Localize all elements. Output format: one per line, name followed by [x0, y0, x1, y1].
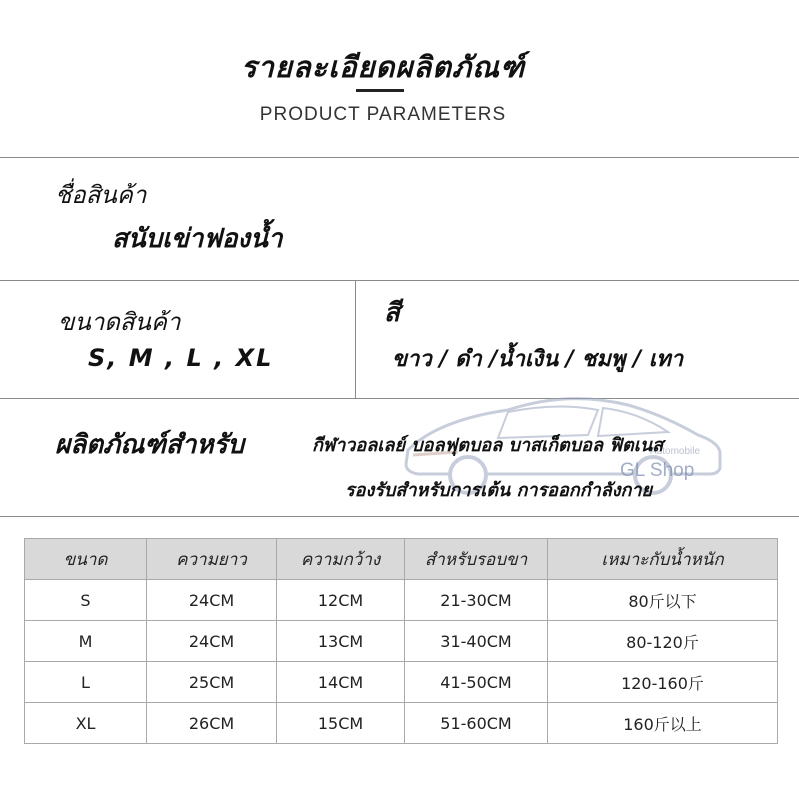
- table-cell: 120-160斤: [548, 662, 778, 703]
- table-cell: 51-60CM: [405, 703, 548, 744]
- product-size-value: S, M , L , XL: [88, 344, 274, 372]
- table-cell: XL: [25, 703, 147, 744]
- title-underline: [356, 89, 404, 92]
- table-header-cell: ความยาว: [147, 539, 277, 580]
- table-cell: 14CM: [277, 662, 405, 703]
- table-cell: M: [25, 621, 147, 662]
- header: [0, 0, 799, 157]
- table-cell: 24CM: [147, 580, 277, 621]
- product-size-label: ขนาดสินค้า: [58, 308, 181, 336]
- table-row: [25, 621, 778, 662]
- product-name-value: สนับเข่าฟองน้ำ: [112, 224, 283, 254]
- table-cell: 31-40CM: [405, 621, 548, 662]
- table-header-row: [25, 539, 778, 580]
- product-for-line1: กีฬาวอลเลย์ บอลฟุตบอล บาสเก็ตบอล ฟิตเนส: [312, 435, 664, 456]
- table-cell: 15CM: [277, 703, 405, 744]
- table-cell: S: [25, 580, 147, 621]
- table-row: [25, 703, 778, 744]
- table-cell: 21-30CM: [405, 580, 548, 621]
- divider: [0, 280, 799, 281]
- product-for-label: ผลิตภัณฑ์สำหรับ: [55, 430, 244, 460]
- divider: [0, 516, 799, 517]
- table-header-cell: สำหรับรอบขา: [405, 539, 548, 580]
- divider: [0, 157, 799, 158]
- product-for-line2: รองรับสำหรับการเต้น การออกกำลังกาย: [345, 480, 653, 501]
- table-cell: 41-50CM: [405, 662, 548, 703]
- watermark-text: GL Shop: [620, 460, 695, 481]
- table-cell: 80斤以下: [548, 580, 778, 621]
- watermark-subtext: Automobile: [650, 446, 701, 457]
- product-color-value: ขาว / ดำ /น้ำเงิน / ชมพู / เทา: [392, 347, 684, 372]
- product-name-label: ชื่อสินค้า: [55, 181, 147, 209]
- table-row: [25, 662, 778, 703]
- table-header-cell: ขนาด: [25, 539, 147, 580]
- table-cell: 80-120斤: [548, 621, 778, 662]
- table-cell: 12CM: [277, 580, 405, 621]
- table-row: [25, 580, 778, 621]
- column-divider: [355, 281, 356, 398]
- table-cell: 25CM: [147, 662, 277, 703]
- page-title: รายละเอียดผลิตภัณฑ์: [240, 50, 526, 84]
- product-color-label: สี: [384, 298, 400, 328]
- table-cell: 24CM: [147, 621, 277, 662]
- table-header-cell: ความกว้าง: [277, 539, 405, 580]
- table-cell: 13CM: [277, 621, 405, 662]
- size-table: [24, 538, 778, 744]
- table-cell: 26CM: [147, 703, 277, 744]
- table-cell: L: [25, 662, 147, 703]
- page-subtitle: PRODUCT PARAMETERS: [259, 104, 507, 125]
- table-header-cell: เหมาะกับน้ำหนัก: [548, 539, 778, 580]
- table-cell: 160斤以上: [548, 703, 778, 744]
